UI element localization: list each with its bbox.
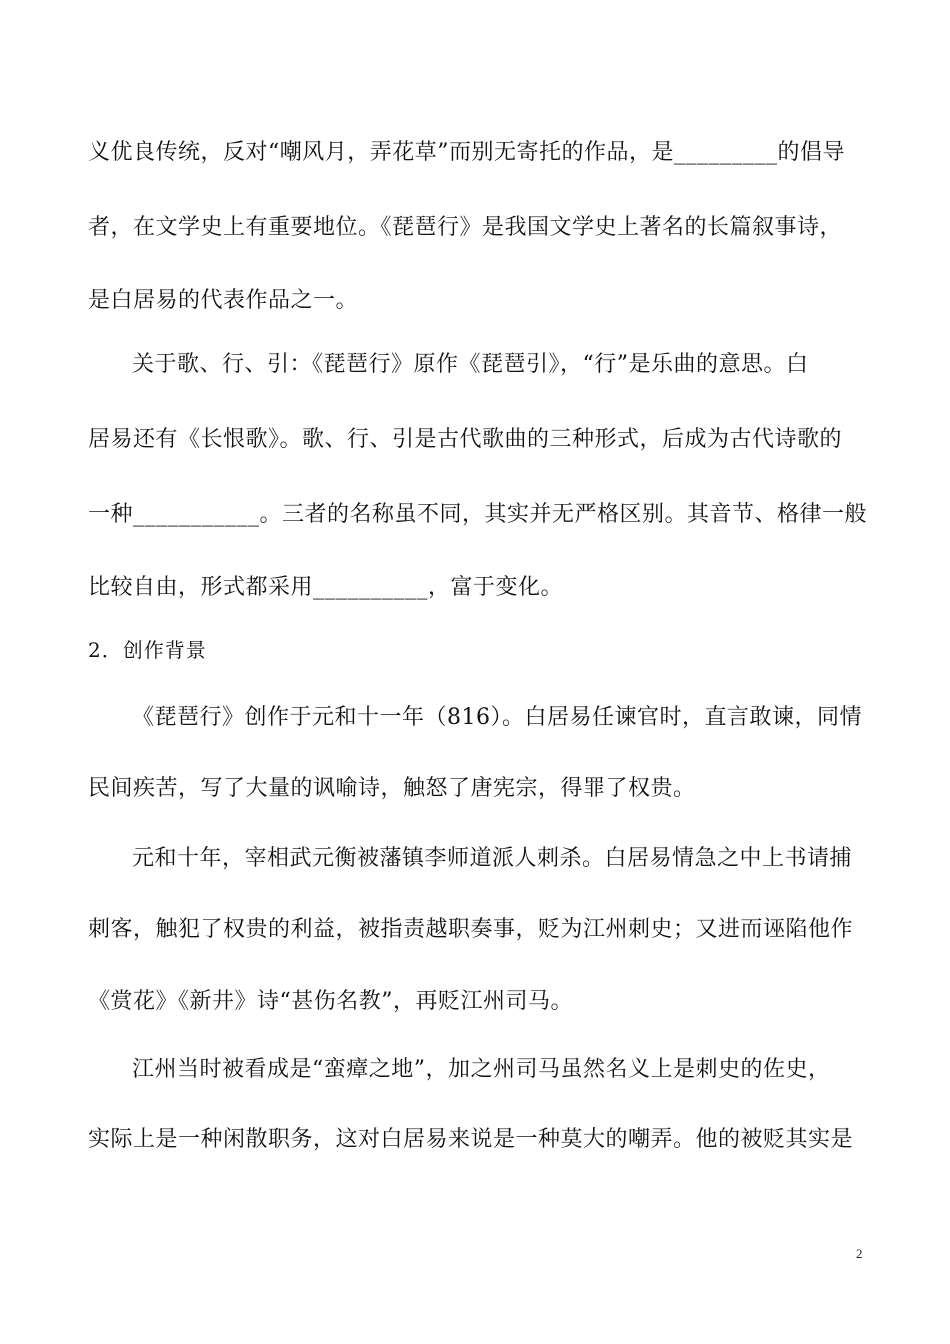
paragraph-1-line-2: 者，在文学史上有重要地位。《琵琶行》是我国文学史上著名的长篇叙事诗， [88, 215, 843, 240]
paragraph-2-line-4: 比较自由，形式都采用__________，富于变化。 [88, 575, 564, 600]
paragraph-3-line-1: 《琵琶行》创作于元和十一年（816）。白居易任谏官时，直言敢谏，同情 [132, 705, 862, 730]
paragraph-4-line-2: 刺客，触犯了权贵的利益，被指责越职奏事，贬为江州刺史；又进而诬陷他作 [88, 917, 854, 942]
paragraph-1-line-1: 义优良传统，反对“嘲风月，弄花草”而别无寄托的作品，是_________的倡导 [88, 140, 845, 165]
paragraph-2-line-2: 居易还有《长恨歌》。歌、行、引是古代歌曲的三种形式，后成为古代诗歌的 [88, 427, 843, 452]
paragraph-3-line-2: 民间疾苦，写了大量的讽喻诗，触怒了唐宪宗，得罪了权贵。 [88, 776, 696, 801]
paragraph-5-line-1: 江州当时被看成是“蛮瘴之地”，加之州司马虽然名义上是刺史的佐史， [132, 1057, 831, 1082]
paragraph-2-line-1: 关于歌、行、引：《琵琶行》原作《琵琶引》，“行”是乐曲的意思。白 [132, 352, 809, 377]
paragraph-1-line-3: 是白居易的代表作品之一。 [88, 288, 359, 313]
paragraph-2-line-3: 一种___________。三者的名称虽不同，其实并无严格区别。其音节、格律一般 [88, 502, 868, 527]
paragraph-4-line-3: 《赏花》《新井》诗“甚伤名教”，再贬江州司马。 [88, 989, 573, 1014]
paragraph-5-line-2: 实际上是一种闲散职务，这对白居易来说是一种莫大的嘲弄。他的被贬其实是 [88, 1127, 854, 1152]
section-heading: 2．创作背景 [88, 638, 207, 662]
page-number: 2 [856, 1246, 863, 1261]
paragraph-4-line-1: 元和十年，宰相武元衡被藩镇李师道派人刺杀。白居易情急之中上书请捕 [132, 846, 853, 871]
